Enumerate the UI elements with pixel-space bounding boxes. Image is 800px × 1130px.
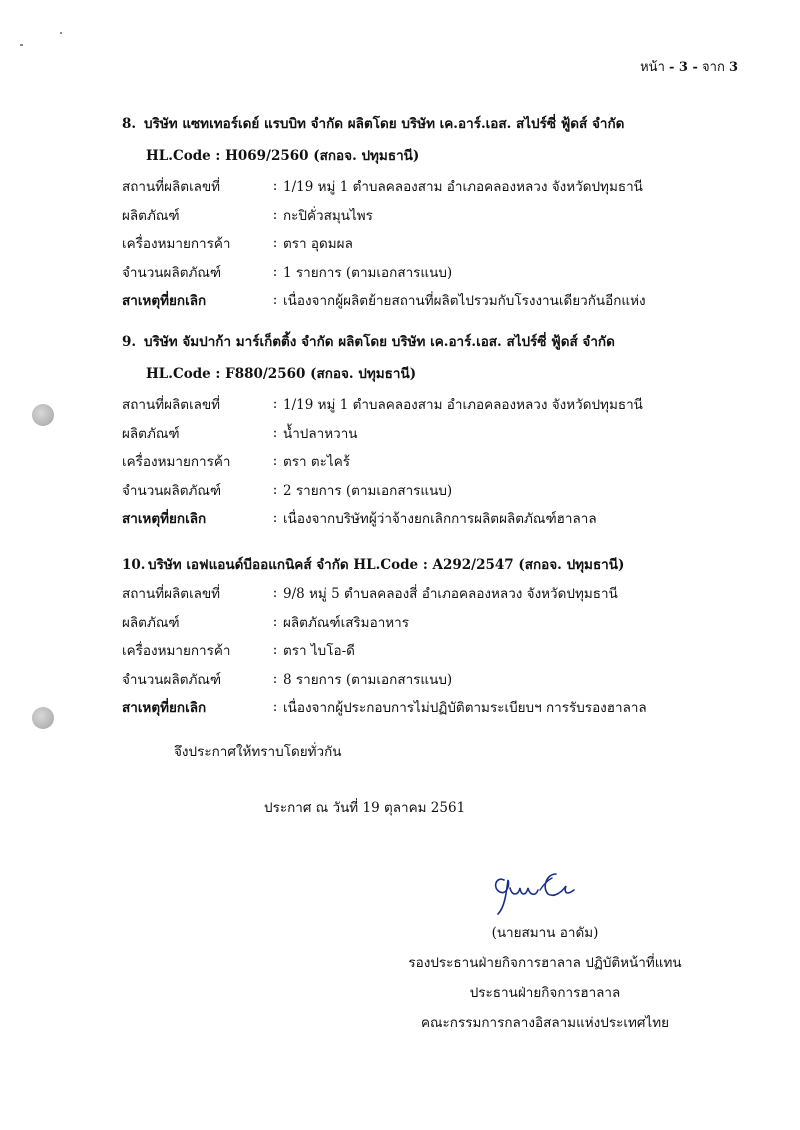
- signer-position-line-1: รองประธานฝ่ายกิจการฮาลาล ปฏิบัติหน้าที่แทน: [408, 955, 682, 971]
- announcement-date: ประกาศ ณ วันที่ 19 ตุลาคม 2561: [264, 800, 466, 816]
- field-row-reason: สาเหตุที่ยกเลิก : เนื่องจากผู้ผลิตย้ายสถานที่ผลิตไปรวมกับโรงงานเดียวกันอีกแห่ง: [122, 286, 682, 315]
- field-value: เนื่องจากผู้ผลิตย้ายสถานที่ผลิตไปรวมกับโรงงานเดียวกันอีกแห่ง: [283, 293, 646, 310]
- entry-10: [122, 553, 682, 722]
- entry-number: 10.: [122, 557, 146, 573]
- entry-number: 9.: [122, 334, 137, 350]
- field-label: เครื่องหมายการค้า: [122, 643, 231, 660]
- field-row-quantity: จำนวนผลิตภัณฑ์ : 1 รายการ (ตามเอกสารแนบ): [122, 258, 682, 287]
- field-row-quantity: จำนวนผลิตภัณฑ์ : 8 รายการ (ตามเอกสารแนบ): [122, 665, 682, 694]
- field-value: ตรา ตะไคร้: [283, 454, 350, 471]
- field-row-quantity: จำนวนผลิตภัณฑ์ : 2 รายการ (ตามเอกสารแนบ): [122, 476, 682, 505]
- field-row-trademark: เครื่องหมายการค้า : ตรา อุดมผล: [122, 229, 682, 258]
- closing-statement: จึงประกาศให้ทราบโดยทั่วกัน: [174, 744, 342, 760]
- scan-speck: [60, 32, 62, 34]
- signer-name: (นายสมาน อาดัม): [491, 925, 599, 941]
- field-label: ผลิตภัณฑ์: [122, 614, 180, 631]
- field-label: จำนวนผลิตภัณฑ์: [122, 264, 222, 281]
- entry-heading: [122, 553, 682, 575]
- field-value: ผลิตภัณฑ์เสริมอาหาร: [283, 614, 410, 631]
- handwritten-signature: [486, 866, 582, 918]
- entry-number: 8.: [122, 116, 137, 132]
- page-number-total: 3: [728, 60, 738, 75]
- field-label: สาเหตุที่ยกเลิก: [122, 511, 207, 528]
- field-row-product: ผลิตภัณฑ์ : น้ำปลาหวาน: [122, 419, 682, 448]
- field-label: ผลิตภัณฑ์: [122, 425, 180, 442]
- field-value: เนื่องจากบริษัทผู้ว่าจ้างยกเลิกการผลิตผลิตภัณฑ์ฮาลาล: [283, 511, 597, 528]
- scan-speck: [20, 44, 23, 46]
- field-value: 9/8 หมู่ 5 ตำบลคลองสี่ อำเภอคลองหลวง จังหวัดปทุมธานี: [283, 586, 618, 603]
- field-row-location: สถานที่ผลิตเลขที่ : 9/8 หมู่ 5 ตำบลคลองสี่ อำเภอคลองหลวง จังหวัดปทุมธานี: [122, 579, 682, 608]
- field-value: 1/19 หมู่ 1 ตำบลคลองสาม อำเภอคลองหลวง จังหวัดปทุมธานี: [283, 397, 643, 414]
- field-value: เนื่องจากผู้ประกอบการไม่ปฏิบัติตามระเบียบฯ การรับรองฮาลาล: [283, 700, 647, 717]
- field-row-product: ผลิตภัณฑ์ : กะปิคั่วสมุนไพร: [122, 201, 682, 230]
- page-number-middle: จาก: [697, 60, 729, 75]
- field-value: กะปิคั่วสมุนไพร: [283, 207, 373, 224]
- page-number-prefix: หน้า: [640, 60, 669, 75]
- field-value: 2 รายการ (ตามเอกสารแนบ): [283, 482, 453, 499]
- entry-9: [122, 330, 682, 533]
- field-row-location: สถานที่ผลิตเลขที่ : 1/19 หมู่ 1 ตำบลคลองสาม อำเภอคลองหลวง จังหวัดปทุมธานี: [122, 172, 682, 201]
- entry-8: [122, 112, 682, 315]
- field-label: จำนวนผลิตภัณฑ์: [122, 482, 222, 499]
- field-value: 1 รายการ (ตามเอกสารแนบ): [283, 264, 453, 281]
- signer-organization: คณะกรรมการกลางอิสลามแห่งประเทศไทย: [420, 1015, 670, 1031]
- hl-code: HL.Code : H069/2560 (สกอจ. ปทุมธานี): [146, 148, 420, 164]
- company-name: บริษัท จัมปาก้า มาร์เก็ตติ้ง จำกัด ผลิตโดย บริษัท เค.อาร์.เอส. สไปร์ซี่ ฟู้ดส์ จำกัด: [144, 334, 615, 350]
- field-row-reason: สาเหตุที่ยกเลิก : เนื่องจากผู้ประกอบการไม่ปฏิบัติตามระเบียบฯ การรับรองฮาลาล: [122, 693, 682, 722]
- signer-position-line-2: ประธานฝ่ายกิจการฮาลาล: [469, 985, 621, 1001]
- page-number: [640, 56, 738, 77]
- field-label: สาเหตุที่ยกเลิก: [122, 293, 207, 310]
- company-name: บริษัท เอฟแอนด์บีออแกนิคส์ จำกัด HL.Code : A292/2547 (สกอจ. ปทุมธานี): [148, 557, 625, 573]
- field-label: เครื่องหมายการค้า: [122, 236, 231, 253]
- field-label: สาเหตุที่ยกเลิก: [122, 700, 207, 717]
- field-label: สถานที่ผลิตเลขที่: [122, 179, 221, 196]
- field-value: น้ำปลาหวาน: [283, 425, 358, 442]
- field-label: สถานที่ผลิตเลขที่: [122, 397, 221, 414]
- field-label: จำนวนผลิตภัณฑ์: [122, 671, 222, 688]
- punch-hole: [32, 707, 54, 729]
- company-name: บริษัท แซทเทอร์เดย์ แรบบิท จำกัด ผลิตโดย บริษัท เค.อาร์.เอส. สไปร์ซี่ ฟู้ดส์ จำกัด: [144, 116, 625, 132]
- field-row-location: สถานที่ผลิตเลขที่ : 1/19 หมู่ 1 ตำบลคลองสาม อำเภอคลองหลวง จังหวัดปทุมธานี: [122, 390, 682, 419]
- page-number-current: - 3 -: [669, 60, 698, 75]
- field-row-product: ผลิตภัณฑ์ : ผลิตภัณฑ์เสริมอาหาร: [122, 608, 682, 637]
- field-value: 8 รายการ (ตามเอกสารแนบ): [283, 671, 453, 688]
- field-label: สถานที่ผลิตเลขที่: [122, 586, 221, 603]
- field-row-reason: สาเหตุที่ยกเลิก : เนื่องจากบริษัทผู้ว่าจ้างยกเลิกการผลิตผลิตภัณฑ์ฮาลาล: [122, 504, 682, 533]
- field-value: ตรา ไบโอ-ดี: [283, 643, 355, 660]
- field-value: ตรา อุดมผล: [283, 236, 353, 253]
- punch-hole: [32, 404, 54, 426]
- field-label: ผลิตภัณฑ์: [122, 207, 180, 224]
- hl-code: HL.Code : F880/2560 (สกอจ. ปทุมธานี): [146, 366, 417, 382]
- field-row-trademark: เครื่องหมายการค้า : ตรา ตะไคร้: [122, 447, 682, 476]
- entry-heading: [122, 112, 682, 134]
- entry-heading: [122, 330, 682, 352]
- field-label: เครื่องหมายการค้า: [122, 454, 231, 471]
- field-row-trademark: เครื่องหมายการค้า : ตรา ไบโอ-ดี: [122, 636, 682, 665]
- field-value: 1/19 หมู่ 1 ตำบลคลองสาม อำเภอคลองหลวง จังหวัดปทุมธานี: [283, 179, 643, 196]
